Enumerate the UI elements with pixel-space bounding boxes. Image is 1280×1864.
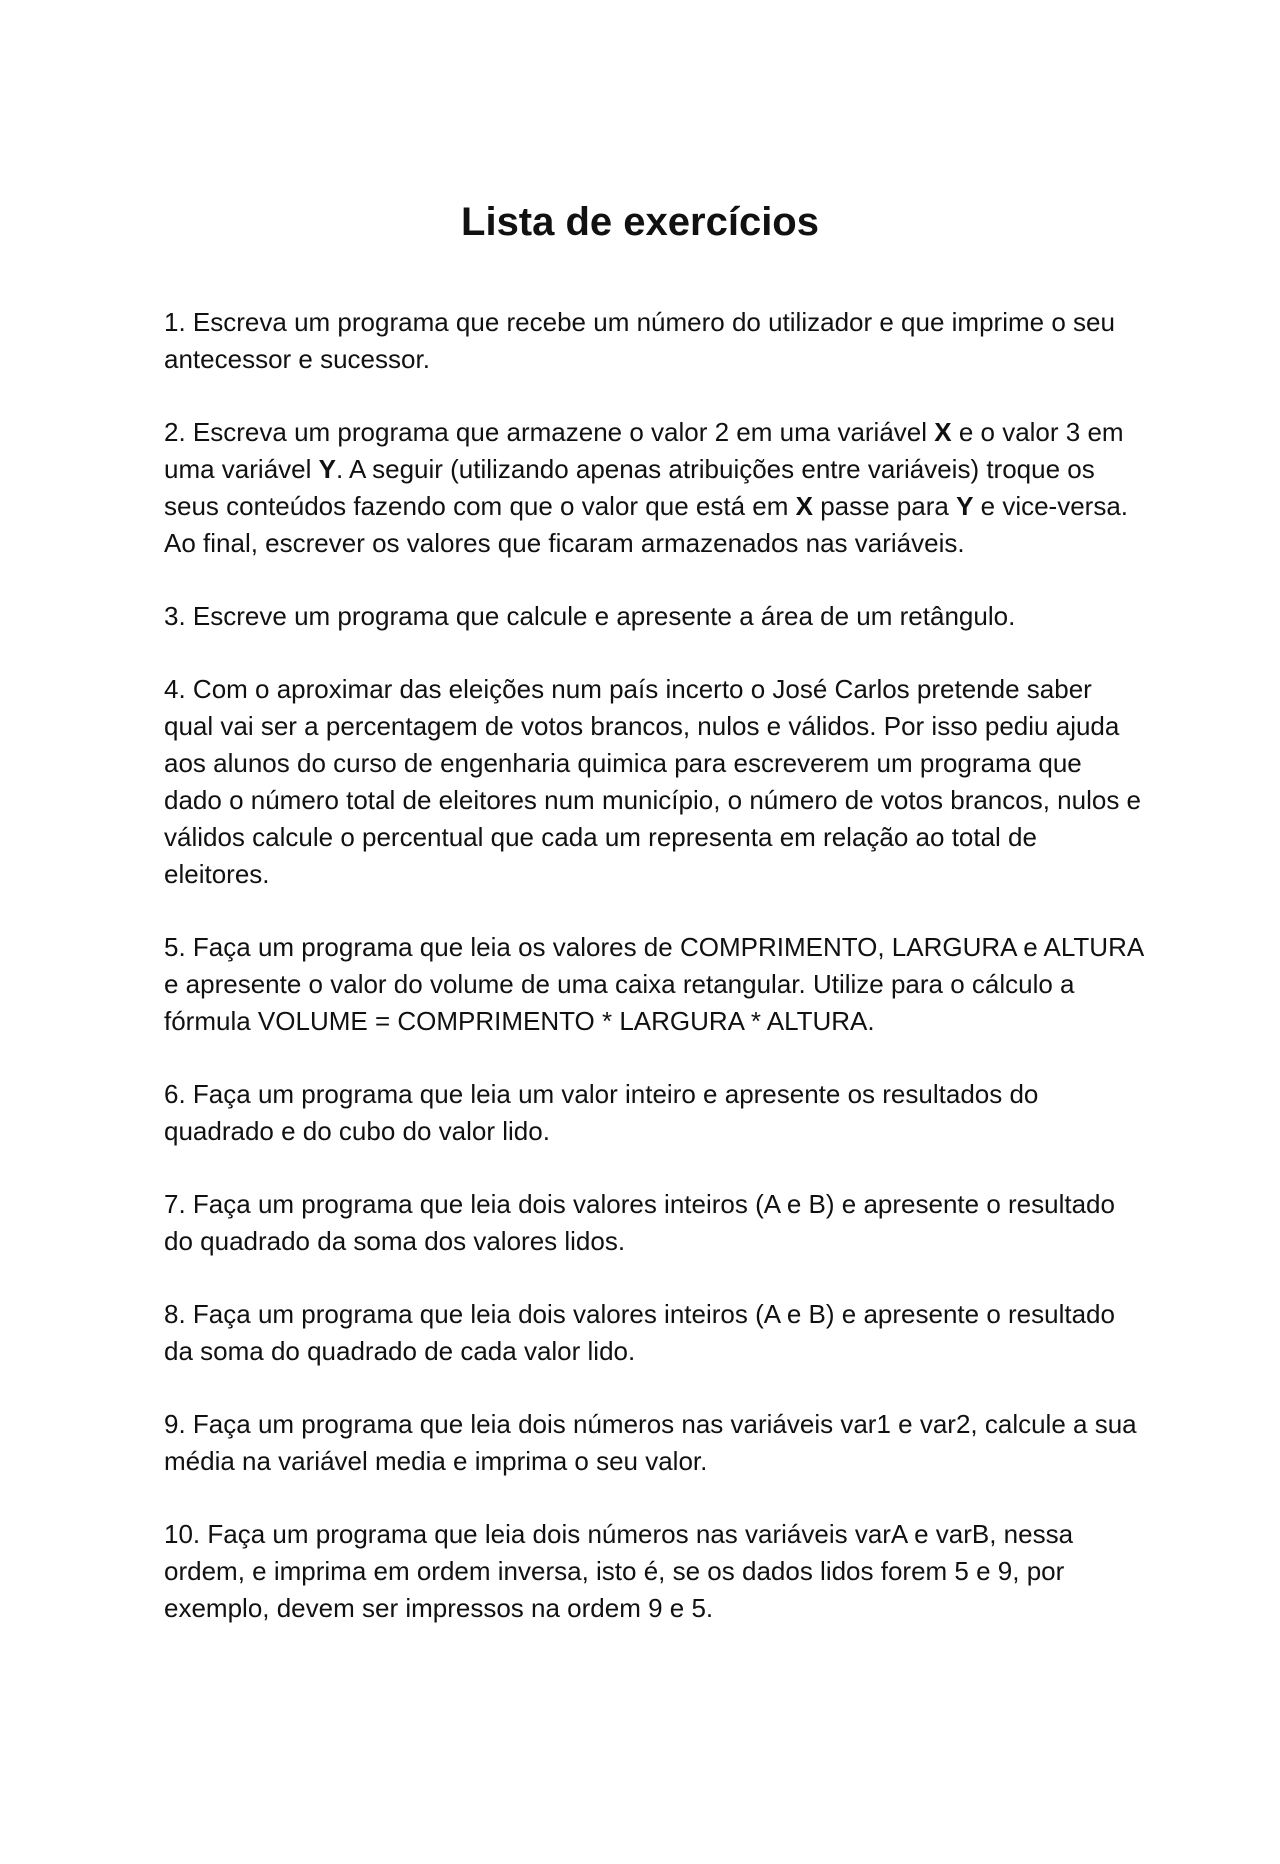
page-title: Lista de exercícios: [461, 200, 819, 244]
exercise-text: e vice-versa. Ao final, escrever os valores que ficaram armazenados nas variáveis.: [164, 491, 1129, 558]
exercise-item-3: [164, 598, 1144, 635]
exercise-number: 10.: [164, 1519, 201, 1549]
variable-name: X: [795, 491, 813, 521]
exercise-item-4: [164, 671, 1144, 893]
variable-name: Y: [956, 491, 974, 521]
exercise-number: 4.: [164, 674, 186, 704]
exercise-item-1: [164, 304, 1144, 378]
variable-name: X: [934, 417, 952, 447]
exercise-item-2: [164, 414, 1144, 562]
exercise-number: 9.: [164, 1409, 186, 1439]
variable-name: Y: [318, 454, 336, 484]
exercise-number: 6.: [164, 1079, 186, 1109]
exercise-number: 3.: [164, 601, 186, 631]
exercise-text: Faça um programa que leia dois números nas variáveis varA e varB, nessa ordem, e imprima em ordem inversa, isto é, se os dados lidos forem 5 e 9, por exemplo, devem ser impressos na ordem 9 e 5.: [164, 1519, 1074, 1623]
exercise-text: Escreve um programa que calcule e apresente a área de um retângulo.: [192, 601, 1016, 631]
exercise-text: passe para: [812, 491, 957, 521]
exercise-text: Faça um programa que leia os valores de COMPRIMENTO, LARGURA e ALTURA e apresente o valor do volume de uma caixa retangular. Utilize para o cálculo a fórmula VOLUME = COMPRIMENTO * LARGURA * ALTURA.: [164, 932, 1143, 1036]
exercise-item-8: [164, 1296, 1144, 1370]
exercise-text: Faça um programa que leia dois valores inteiros (A e B) e apresente o resultado da soma do quadrado de cada valor lido.: [164, 1299, 1115, 1366]
exercise-text: Escreva um programa que armazene o valor 2 em uma variável: [192, 417, 935, 447]
exercise-list: [164, 304, 1144, 1663]
exercise-text: Faça um programa que leia dois números nas variáveis var1 e var2, calcule a sua média na variável media e imprima o seu valor.: [164, 1409, 1137, 1476]
exercise-number: 1.: [164, 307, 186, 337]
exercise-text: Escreva um programa que recebe um número do utilizador e que imprime o seu antecessor e sucessor.: [164, 307, 1115, 374]
exercise-item-6: [164, 1076, 1144, 1150]
exercise-text: Faça um programa que leia dois valores inteiros (A e B) e apresente o resultado do quadrado da soma dos valores lidos.: [164, 1189, 1115, 1256]
exercise-text: Com o aproximar das eleições num país incerto o José Carlos pretende saber qual vai ser a percentagem de votos brancos, nulos e válidos. Por isso pediu ajuda aos alunos do curso de engenharia quimica para escreverem um programa que dado o número total de eleitores num município, o número de votos brancos, nulos e válidos calcule o percentual que cada um representa em relação ao total de eleitores.: [164, 674, 1142, 889]
exercise-number: 8.: [164, 1299, 186, 1329]
exercise-item-7: [164, 1186, 1144, 1260]
exercise-text: e o valor 3 em uma variável: [164, 417, 1124, 484]
exercise-item-5: [164, 929, 1144, 1040]
exercise-text: . A seguir (utilizando apenas atribuições entre variáveis) troque os seus conteúdos fazendo com que o valor que está em: [164, 454, 1095, 521]
exercise-number: 5.: [164, 932, 186, 962]
exercise-item-10: [164, 1516, 1144, 1627]
exercise-number: 2.: [164, 417, 186, 447]
exercise-text: Faça um programa que leia um valor inteiro e apresente os resultados do quadrado e do cubo do valor lido.: [164, 1079, 1039, 1146]
exercise-number: 7.: [164, 1189, 186, 1219]
exercise-item-9: [164, 1406, 1144, 1480]
